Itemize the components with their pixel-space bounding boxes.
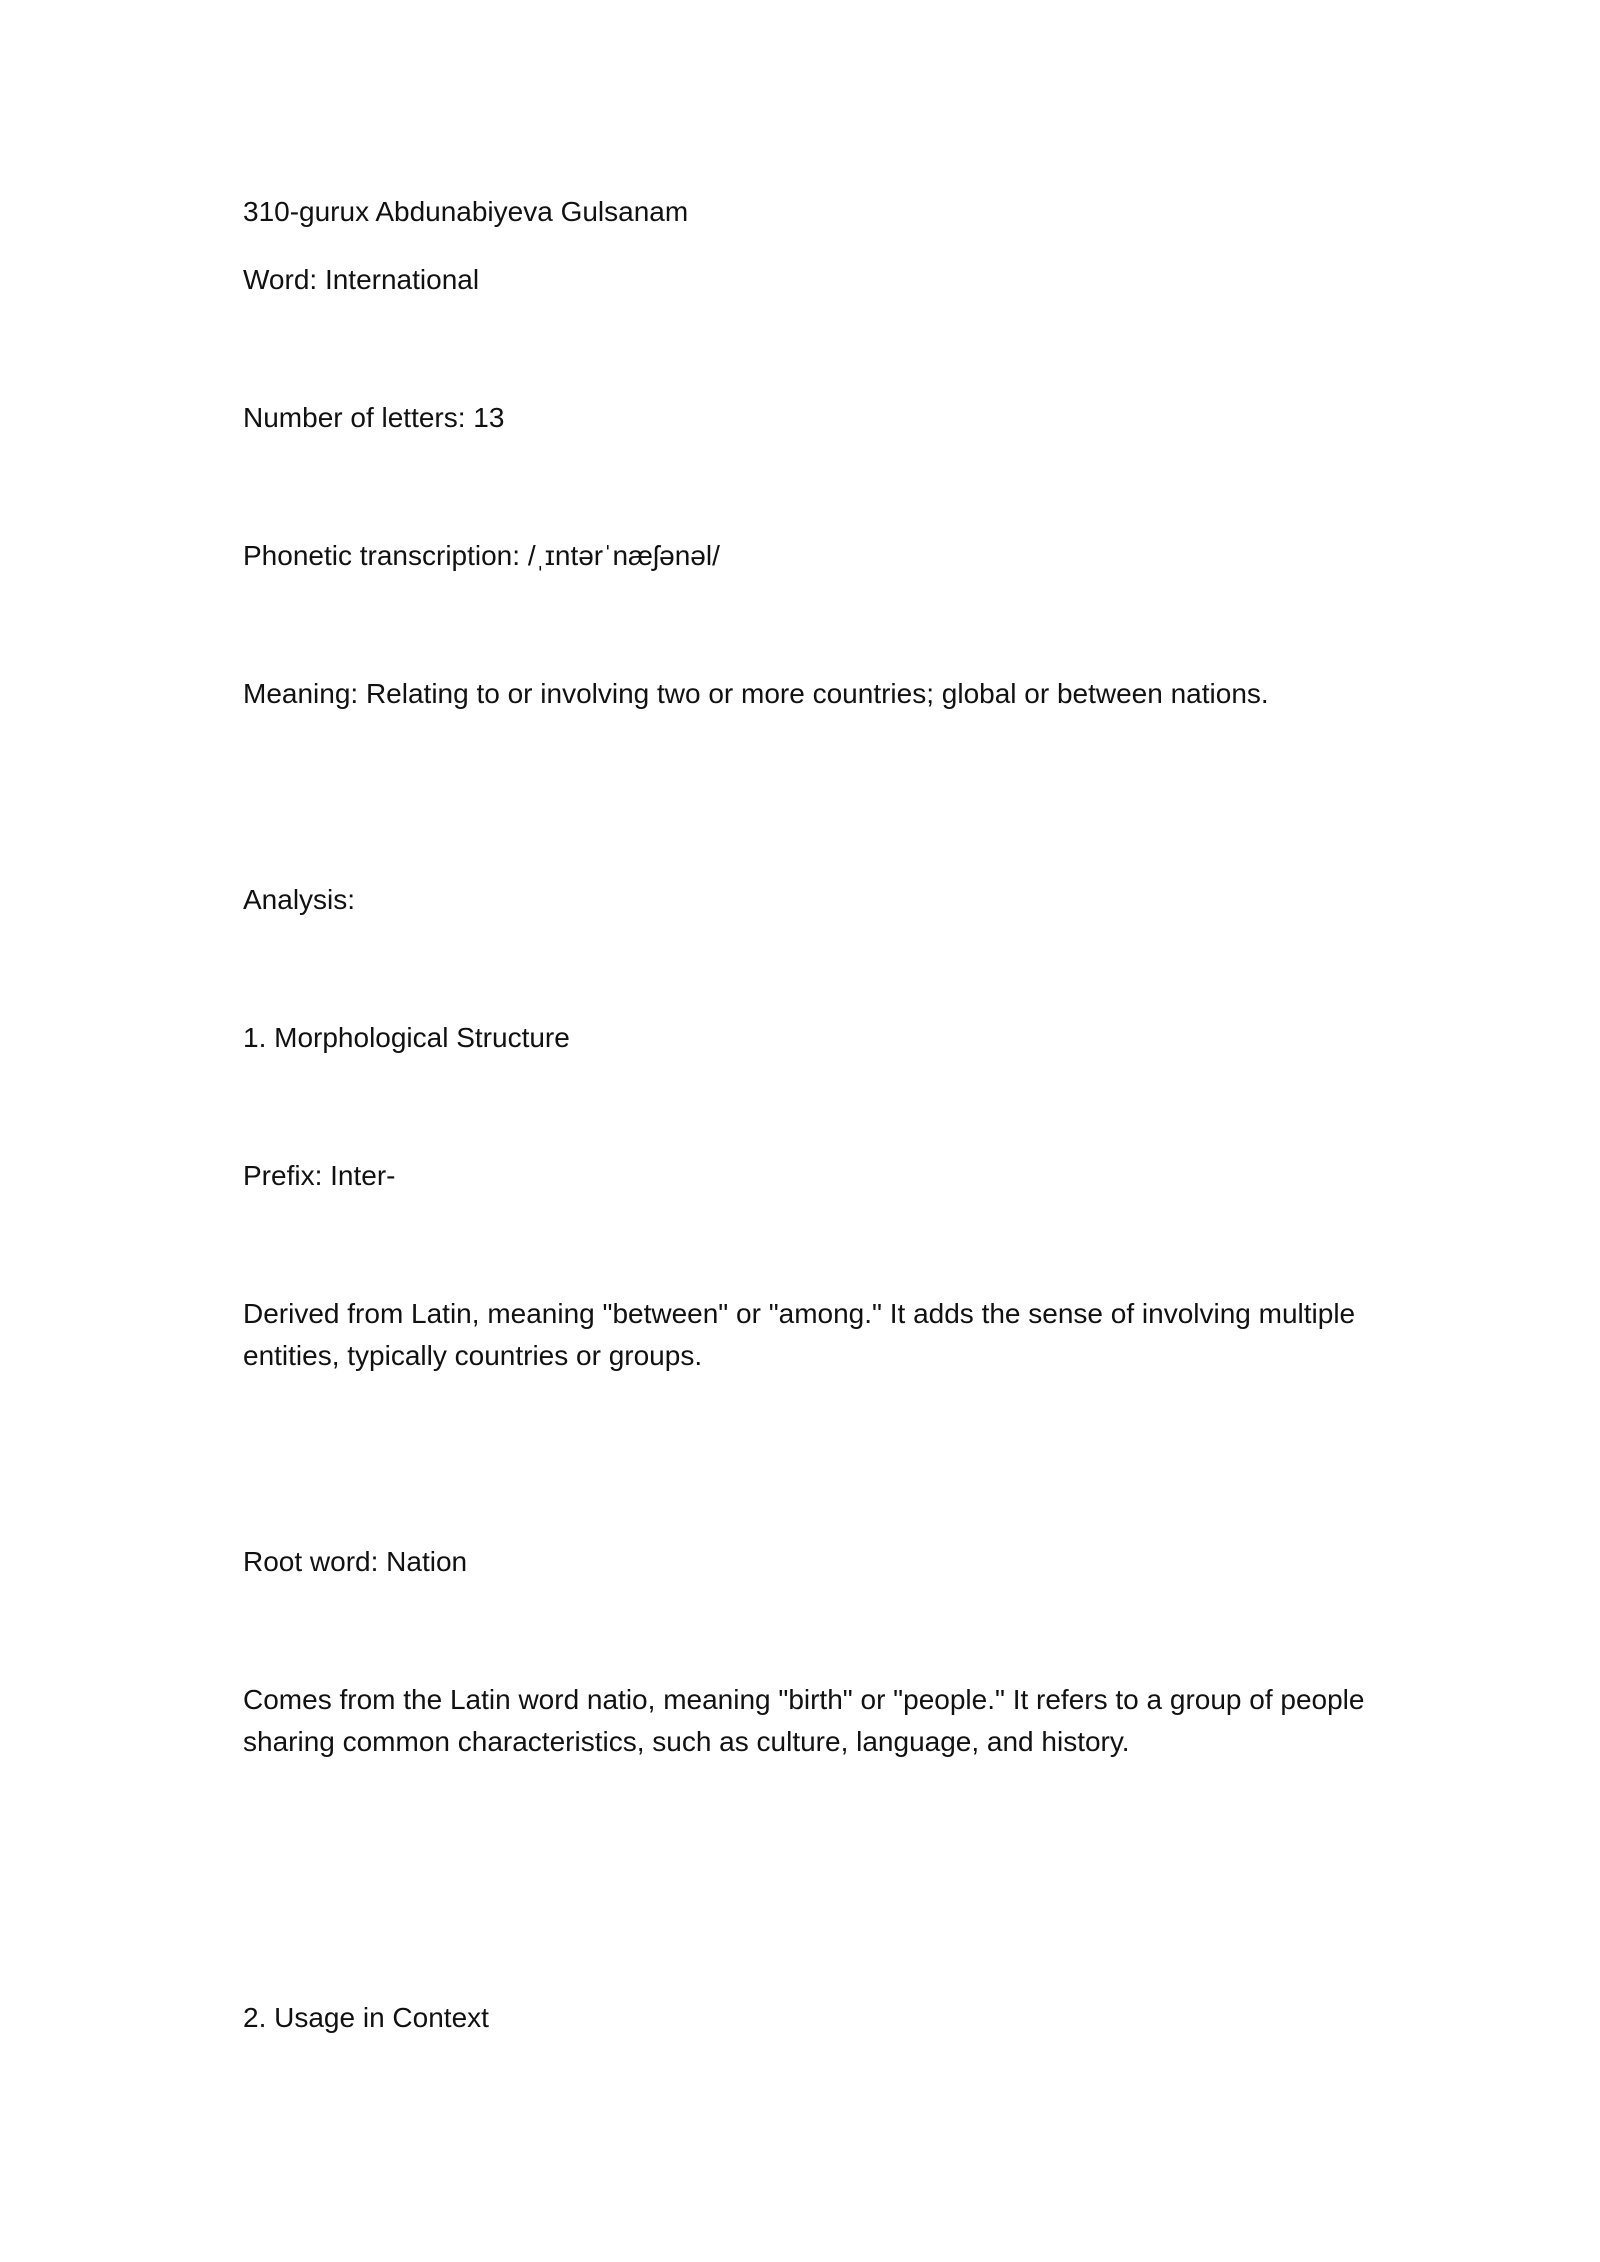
- analysis-heading: Analysis:: [243, 884, 356, 915]
- student-header: 310-gurux Abdunabiyeva Gulsanam: [243, 196, 689, 227]
- morphological-structure-heading: 1. Morphological Structure: [243, 1022, 570, 1053]
- word-line: Word: International: [243, 264, 480, 295]
- meaning-line: Meaning: Relating to or involving two or more countries; global or between nations.: [243, 678, 1269, 709]
- root-word-description: Comes from the Latin word natio, meaning "birth" or "people." It refers to a group of people sharing common characteristics, such as culture, language, and history.: [243, 1684, 1365, 1757]
- phonetic-transcription-line: Phonetic transcription: /ˌɪntərˈnæʃənəl/: [243, 540, 720, 571]
- letter-count-line: Number of letters: 13: [243, 402, 505, 433]
- usage-in-context-heading: 2. Usage in Context: [243, 2002, 489, 2033]
- prefix-description: Derived from Latin, meaning "between" or "among." It adds the sense of involving multiple entities, typically countries or groups.: [243, 1298, 1356, 1371]
- root-word-label: Root word: Nation: [243, 1546, 468, 1577]
- prefix-label: Prefix: Inter-: [243, 1160, 396, 1191]
